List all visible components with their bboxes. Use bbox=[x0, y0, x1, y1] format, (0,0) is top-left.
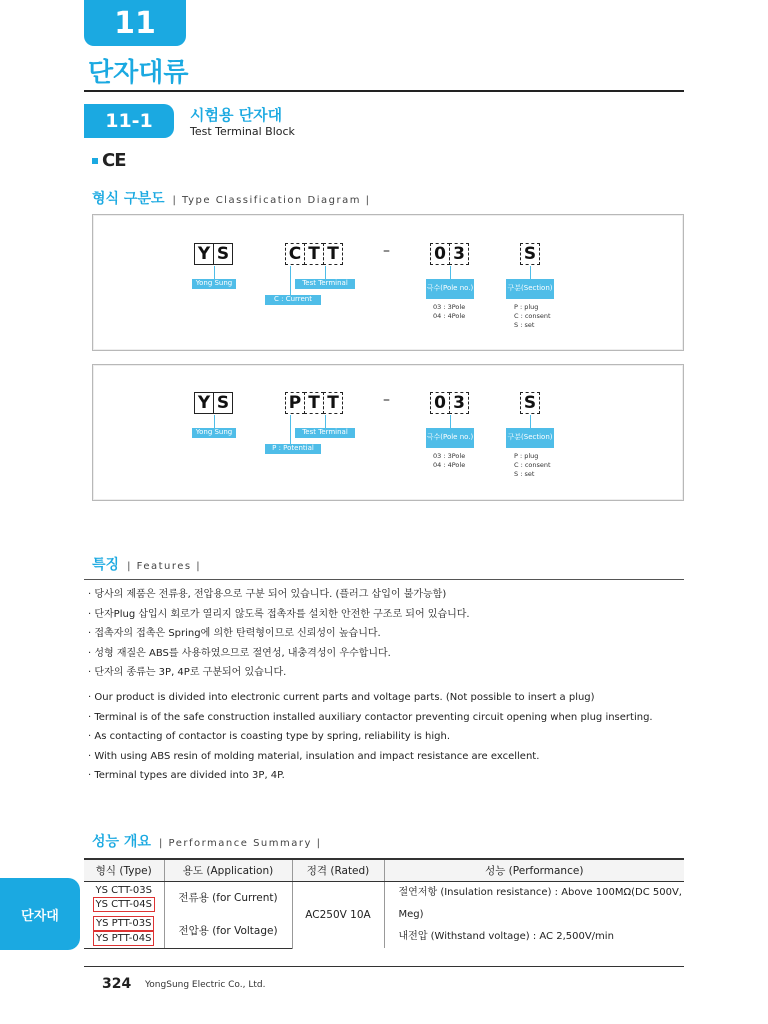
heading-english: | Features | bbox=[127, 561, 202, 572]
application-cell: 전압용 (for Voltage) bbox=[164, 914, 292, 949]
code-char: 3 bbox=[449, 392, 469, 414]
heading-english: | Type Classification Diagram | bbox=[172, 195, 371, 206]
poles-label-english: (Pole no.) bbox=[440, 284, 474, 293]
column-header: 형식 (Type) bbox=[84, 859, 164, 881]
performance-cell bbox=[384, 881, 684, 948]
section-option: S : set bbox=[514, 320, 535, 329]
type-diagram-ptt bbox=[92, 364, 684, 501]
feature-item: · 단자Plug 삽입시 회로가 열리지 않도록 접촉자를 설치한 안전한 구조로 되어 있습니다. bbox=[88, 608, 470, 620]
poles-label-english: (Pole no.) bbox=[440, 433, 474, 442]
code-char: C bbox=[285, 243, 305, 265]
type-label: C : Current bbox=[265, 295, 321, 305]
series-label: Test Terminal bbox=[295, 279, 355, 289]
poles-options bbox=[433, 452, 465, 470]
section-code bbox=[520, 392, 539, 414]
chapter-number-badge: 11 bbox=[84, 0, 186, 46]
type-value-highlighted: YS CTT-04S bbox=[93, 897, 155, 912]
code-char: T bbox=[323, 243, 343, 265]
connector-line bbox=[214, 266, 215, 280]
connector-line bbox=[530, 415, 531, 429]
company-name: YongSung Electric Co., Ltd. bbox=[145, 980, 266, 990]
poles-label bbox=[426, 279, 474, 299]
feature-item: · 성형 재질은 ABS를 사용하였으므로 절연성, 내충격성이 우수합니다. bbox=[88, 647, 391, 659]
table-header-row bbox=[84, 859, 684, 881]
features-heading bbox=[92, 554, 201, 574]
connector-line bbox=[530, 266, 531, 280]
pole-code bbox=[430, 392, 468, 414]
section-label-english: (Section) bbox=[521, 284, 553, 293]
rated-cell: AC250V 10A bbox=[292, 881, 384, 948]
type-value-highlighted: YS PTT-04S bbox=[93, 931, 154, 946]
poles-label bbox=[426, 428, 474, 448]
series-code bbox=[285, 392, 342, 414]
column-header: 정격 (Rated) bbox=[292, 859, 384, 881]
section-label-korean: 구분 bbox=[507, 433, 522, 442]
code-char: S bbox=[520, 243, 540, 265]
feature-item: · As contacting of contactor is coasting type by spring, reliability is high. bbox=[88, 731, 451, 742]
code-char: T bbox=[304, 243, 324, 265]
brand-code bbox=[194, 243, 232, 265]
features-divider bbox=[84, 579, 684, 580]
column-header: 용도 (Application) bbox=[164, 859, 292, 881]
heading-korean: 형식 구분도 bbox=[92, 191, 165, 207]
type-cell bbox=[84, 881, 164, 914]
bullet-square-icon bbox=[92, 158, 98, 164]
poles-label-korean: 극수 bbox=[426, 284, 441, 293]
section-label-english: (Section) bbox=[521, 433, 553, 442]
section-number-badge: 11-1 bbox=[84, 104, 174, 138]
column-header: 성능 (Performance) bbox=[384, 859, 684, 881]
feature-item: · Terminal is of the safe construction installed auxiliary contactor preventing circuit opening when plug inserting. bbox=[88, 711, 653, 723]
performance-table bbox=[84, 858, 684, 949]
page-number: 324 bbox=[102, 976, 132, 992]
feature-item: · Terminal types are divided into 3P, 4P. bbox=[88, 770, 285, 781]
section-option: C : consent bbox=[514, 311, 551, 320]
code-char: P bbox=[285, 392, 305, 414]
pole-option: 03 : 3Pole bbox=[433, 452, 466, 460]
section-option: S : set bbox=[514, 469, 535, 478]
type-label: P : Potential bbox=[265, 444, 321, 454]
connector-line bbox=[325, 266, 326, 280]
table-row bbox=[84, 881, 684, 914]
section-options bbox=[514, 452, 551, 478]
poles-options bbox=[433, 303, 465, 321]
section-option: P : plug bbox=[514, 452, 539, 460]
code-char: Y bbox=[194, 392, 214, 414]
features-korean-list bbox=[88, 585, 470, 683]
certification-row bbox=[92, 150, 126, 171]
section-code bbox=[520, 243, 539, 265]
connector-line bbox=[450, 415, 451, 429]
poles-label-korean: 극수 bbox=[426, 433, 441, 442]
section-option: C : consent bbox=[514, 460, 551, 469]
code-char: 3 bbox=[449, 243, 469, 265]
feature-item: · 당사의 제품은 전류용, 전압용으로 구분 되어 있습니다. (플러그 삽입이 불가능함) bbox=[88, 589, 447, 600]
pole-option: 04 : 4Pole bbox=[433, 460, 466, 469]
pole-code bbox=[430, 243, 468, 265]
connector-line bbox=[325, 415, 326, 429]
code-separator: – bbox=[383, 392, 390, 408]
section-label-korean: 구분 bbox=[507, 284, 522, 293]
performance-insulation: 절연저항 (Insulation resistance) : Above 100MΩ(DC 500V, Meg) bbox=[398, 886, 682, 920]
code-char: T bbox=[304, 392, 324, 414]
section-title-korean: 시험용 단자대 bbox=[190, 106, 283, 124]
code-char: 0 bbox=[430, 243, 450, 265]
code-char: 0 bbox=[430, 392, 450, 414]
feature-item: · 접촉자의 접촉은 Spring에 의한 탄력형이므로 신뢰성이 높습니다. bbox=[88, 628, 381, 639]
brand-label: Yong Sung bbox=[192, 279, 236, 289]
code-separator: – bbox=[383, 243, 390, 259]
chapter-divider bbox=[84, 90, 684, 92]
ce-mark-icon: CE bbox=[102, 150, 126, 171]
performance-withstand: 내전압 (Withstand voltage) : AC 2,500V/min bbox=[398, 930, 614, 942]
code-char: Y bbox=[194, 243, 214, 265]
performance-heading bbox=[92, 831, 321, 851]
code-char: T bbox=[323, 392, 343, 414]
series-code bbox=[285, 243, 342, 265]
heading-korean: 성능 개요 bbox=[92, 834, 151, 850]
type-cell bbox=[84, 914, 164, 949]
code-char: S bbox=[213, 243, 233, 265]
feature-item: · With using ABS resin of molding material, insulation and impact resistance are excellent. bbox=[88, 750, 540, 762]
footer-divider bbox=[84, 966, 684, 967]
section-option: P : plug bbox=[514, 303, 539, 311]
code-char: S bbox=[213, 392, 233, 414]
series-label: Test Terminal bbox=[295, 428, 355, 438]
pole-option: 04 : 4Pole bbox=[433, 311, 466, 320]
connector-line bbox=[290, 415, 291, 445]
brand-code bbox=[194, 392, 232, 414]
section-title-english: Test Terminal Block bbox=[190, 125, 295, 138]
type-diagram-ctt bbox=[92, 214, 684, 351]
type-value-highlighted: YS PTT-03S bbox=[93, 916, 154, 931]
section-label bbox=[506, 428, 554, 448]
section-label bbox=[506, 279, 554, 299]
type-classification-heading bbox=[92, 188, 371, 208]
code-char: S bbox=[520, 392, 540, 414]
feature-item: · 단자의 종류는 3P, 4P로 구분되어 있습니다. bbox=[88, 667, 287, 678]
brand-label: Yong Sung bbox=[192, 428, 236, 438]
heading-korean: 특징 bbox=[92, 557, 120, 573]
feature-item: · Our product is divided into electronic current parts and voltage parts. (Not possible to insert a plug) bbox=[88, 692, 595, 703]
application-cell: 전류용 (for Current) bbox=[164, 881, 292, 914]
features-english-list bbox=[88, 688, 653, 786]
pole-option: 03 : 3Pole bbox=[433, 303, 466, 311]
heading-english: | Performance Summary | bbox=[158, 838, 322, 849]
section-options bbox=[514, 303, 551, 329]
connector-line bbox=[290, 266, 291, 296]
side-category-tab[interactable]: 단자대 bbox=[0, 878, 80, 950]
connector-line bbox=[214, 415, 215, 429]
type-value: YS CTT-03S bbox=[95, 884, 152, 896]
connector-line bbox=[450, 266, 451, 280]
chapter-title: 단자대류 bbox=[88, 58, 189, 88]
